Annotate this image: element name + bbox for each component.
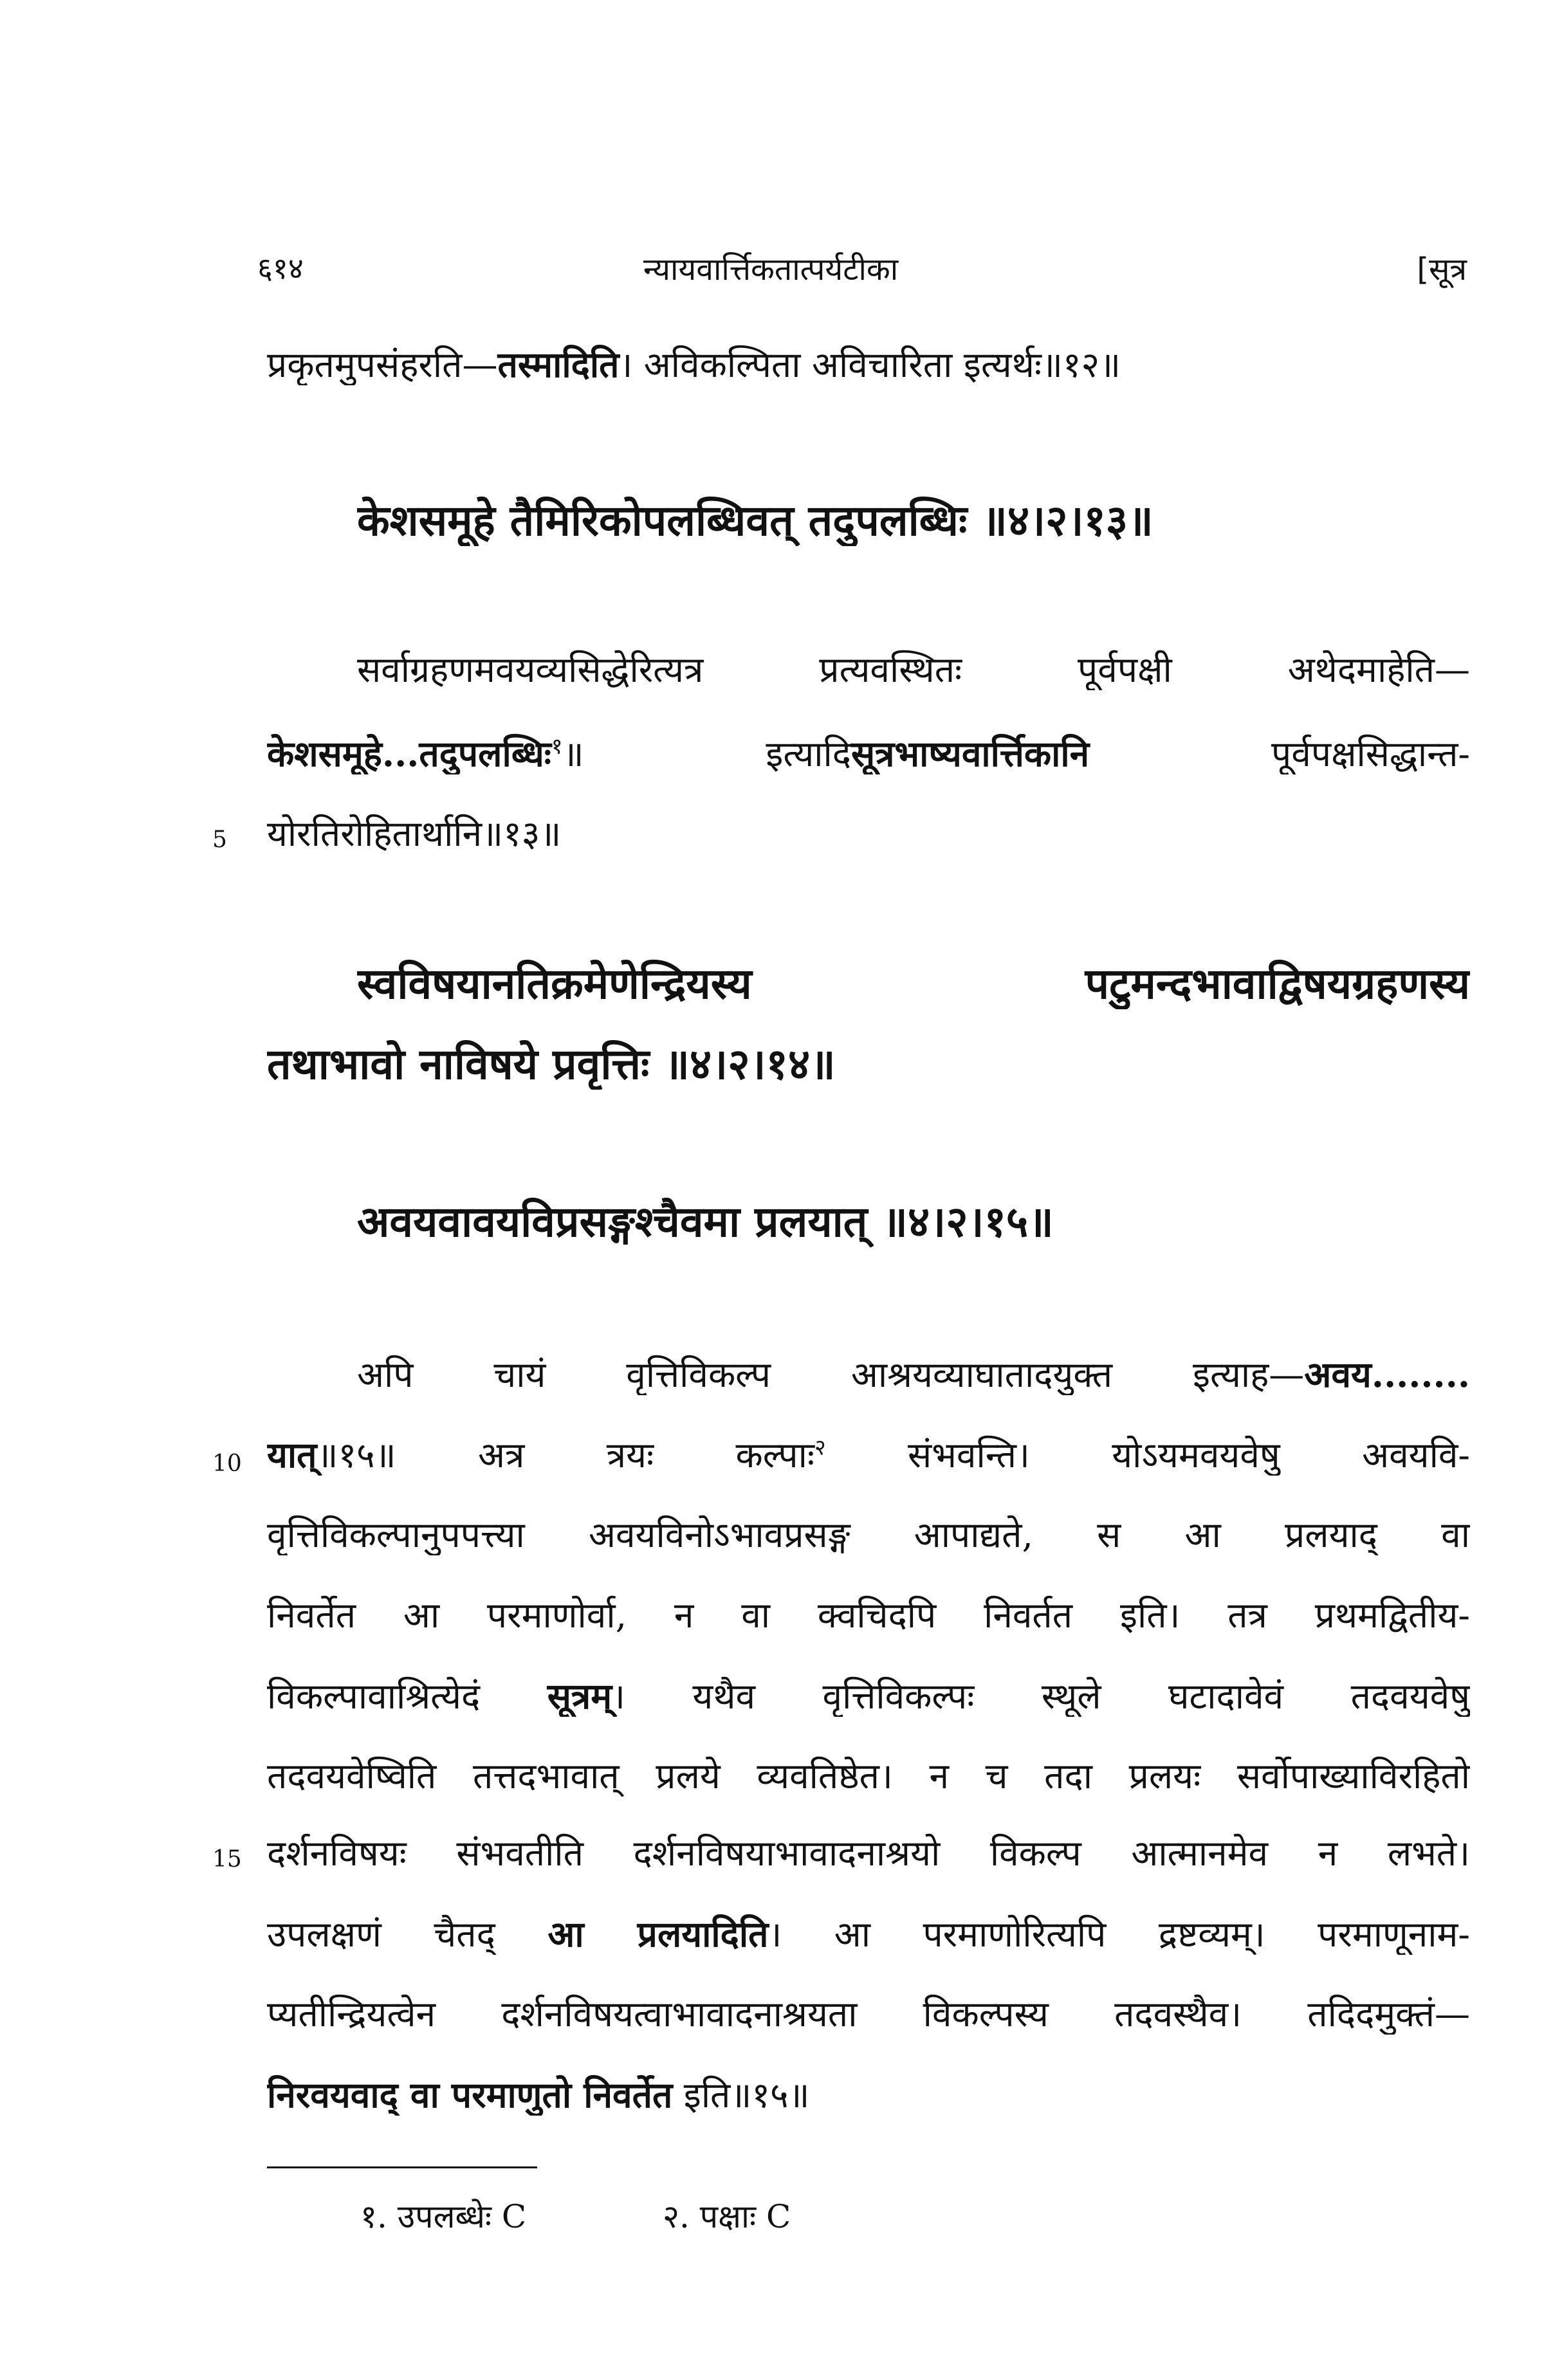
text-span: अपि चायं वृत्तिविकल्प आश्रयव्याघातादयुक्त इत्याह—: [357, 1354, 1305, 1395]
footnote-ref: १: [551, 733, 563, 760]
commentary-line: [267, 1914, 1470, 1955]
bold-term: सूत्रभाष्यवार्त्तिकानि: [850, 733, 1090, 774]
text-span: संभवन्ति। योऽयमवयवेषु अवयवि-: [825, 1434, 1470, 1476]
bold-term: निरवयवाद् वा परमाणुतो निवर्तेत: [267, 2074, 673, 2116]
sutra-heading-line: तथाभावो नाविषये प्रवृत्तिः ॥४।२।१४॥: [267, 1039, 836, 1089]
commentary-line: योरतिरोहितार्थानि॥१३॥: [267, 814, 562, 854]
running-header: [257, 248, 1467, 306]
text-span: विकल्पावाश्रित्येदं: [267, 1676, 547, 1717]
sutra-heading: केशसमूहे तैमिरिकोपलब्धिवत् तदुपलब्धिः ॥४।२।१३॥: [357, 495, 1153, 545]
text-span: ॥ इत्यादि: [562, 733, 851, 774]
text-span: । अविकल्पिता अविचारिता इत्यर्थः॥१२॥: [619, 344, 1121, 385]
text-span: ॥१५॥ अत्र त्रयः कल्पाः: [317, 1434, 814, 1476]
footnote: २. पक्षाः C: [663, 2198, 791, 2235]
bold-term: अवय........: [1304, 1354, 1470, 1395]
bold-term: केशसमूहे...तदुपलब्धिः: [267, 733, 551, 774]
commentary-line: सर्वाग्रहणमवयव्यसिद्धेरित्यत्र प्रत्यवस्थितः पूर्वपक्षी अथेदमाहेति—: [357, 650, 1470, 690]
commentary-line: [357, 1354, 1470, 1395]
text-span: उपलक्षणं चैतद्: [267, 1914, 548, 1955]
commentary-line: तदवयवेष्विति तत्तदभावात् प्रलये व्यवतिष्ठेत। न च तदा प्रलयः सर्वोपाख्याविरहितो: [267, 1756, 1470, 1797]
commentary-line: वृत्तिविकल्पानुपपत्त्या अवयविनोऽभावप्रसङ्ग आपाद्यते, स आ प्रलयाद् वा: [267, 1515, 1470, 1555]
text-span: प्रकृतमुपसंहरति—: [267, 344, 498, 385]
footnote: १. उपलब्धेः C: [360, 2198, 527, 2235]
commentary-line: प्यतीन्द्रियत्वेन दर्शनविषयत्वाभावादनाश्रयता विकल्पस्य तदवस्थैव। तदिदमुक्तं—: [267, 1994, 1470, 2035]
sutra-heading: अवयवावयविप्रसङ्गश्चैवमा प्रलयात् ॥४।२।१५॥: [357, 1196, 1054, 1247]
bold-term: यात्: [267, 1434, 317, 1476]
line-number: 5: [212, 827, 227, 853]
bold-term: आ प्रलयादिति: [547, 1914, 769, 1955]
commentary-line: [267, 1434, 1470, 1476]
footnote-ref: २: [814, 1434, 826, 1461]
line-number: 10: [212, 1451, 242, 1477]
line-number: 15: [212, 1846, 242, 1872]
commentary-line: [267, 1676, 1470, 1717]
text-span: । यथैव वृत्तिविकल्पः स्थूले घटादावेवं तदवयवेषु: [612, 1676, 1470, 1717]
commentary-line: निवर्तेत आ परमाणोर्वा, न वा क्वचिदपि निवर्तत इति। तत्र प्रथमद्वितीय-: [267, 1595, 1470, 1636]
running-title: न्यायवार्त्तिकतात्पर्यटीका: [643, 252, 899, 288]
commentary-line: [267, 733, 1470, 774]
text-span: इति॥१५॥: [672, 2074, 810, 2116]
text-span: पूर्वपक्षसिद्धान्त-: [1089, 733, 1470, 774]
page-number: ६१४: [257, 251, 304, 286]
commentary-line: दर्शनविषयः संभवतीति दर्शनविषयाभावादनाश्रयो विकल्प आत्मानमेव न लभते।: [267, 1833, 1470, 1874]
commentary-line: [267, 344, 1470, 385]
text-span: । आ परमाणोरित्यपि द्रष्टव्यम्। परमाणूनाम-: [768, 1914, 1470, 1955]
footnote-rule: [267, 2166, 537, 2168]
sutra-heading-line: स्वविषयानतिक्रमेणेन्द्रियस्य पटुमन्दभावाद्विषयग्रहणस्य: [357, 958, 1470, 1009]
commentary-line: [267, 2074, 1470, 2116]
section-marker: [सूत्र: [1417, 252, 1467, 288]
bold-term: तस्मादिति: [497, 344, 620, 385]
bold-term: सूत्रम्: [547, 1676, 612, 1717]
